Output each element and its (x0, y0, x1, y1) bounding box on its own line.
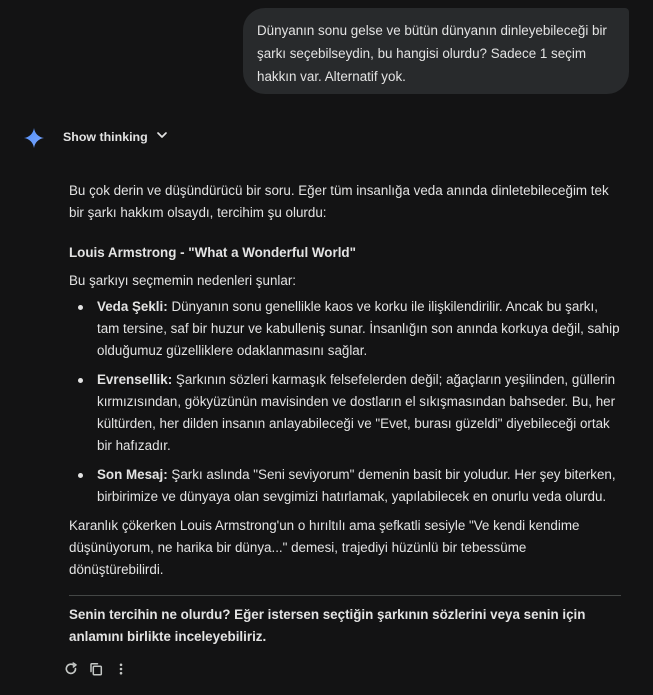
reason-title: Evrensellik: (97, 372, 173, 387)
response-intro: Bu çok derin ve düşündürücü bir soru. Eğer tüm insanlığa veda anında dinletebileceğim tek bir şarkı hakkım olsaydı, tercihim şu olurdu: (69, 183, 609, 220)
reasons-intro: Bu şarkıyı seçmemin nedenleri şunlar: (69, 273, 296, 288)
response-closing: Karanlık çökerken Louis Armstrong'un o hırıltılı ama şefkatli sesiyle "Ve kendi kendime düşünüyorum, ne harika bir dünya..." demesi, trajediyi hüzünlü bir tebessüme dönüştürebilirdi. (69, 518, 580, 577)
refresh-icon[interactable] (62, 660, 79, 677)
response-question: Senin tercihin ne olurdu? Eğer istersen seçtiğin şarkının sözlerini veya senin için anlamını birlikte inceleyebiliriz. (69, 607, 586, 644)
gemini-sparkle-icon (24, 128, 44, 148)
reason-title: Son Mesaj: (97, 467, 168, 482)
divider (69, 595, 621, 596)
more-vert-icon[interactable] (112, 660, 129, 677)
copy-icon[interactable] (87, 660, 104, 677)
user-message-text: Dünyanın sonu gelse ve bütün dünyanın dinleyebileceği bir şarkı seçebilseydin, bu hangisi olurdu? Sadece 1 seçim hakkın var. Alternatif yok. (257, 23, 607, 84)
show-thinking-toggle[interactable] (63, 129, 168, 144)
list-item (69, 464, 621, 508)
response-actions (62, 660, 129, 677)
reason-text: Dünyanın sonu genellikle kaos ve korku ile ilişkilendirilir. Ancak bu şarkı, tam tersine, saf bir huzur ve kabulleniş sunar. İnsanlığın son anında korkuya değil, sahip olduğumuz güzelliklere odaklanmasını sağlar. (97, 299, 620, 358)
reason-text: Şarkı aslında "Seni seviyorum" demenin basit bir yoludur. Her şey biterken, birbirimize ve dünyaya olan sevgimizi hatırlamak, yapılabilecek en onurlu veda olurdu. (97, 467, 616, 504)
song-title: Louis Armstrong - "What a Wonderful World" (69, 245, 356, 260)
chevron-down-icon (156, 129, 168, 144)
model-response (69, 180, 621, 648)
reason-text: Şarkının sözleri karmaşık felsefelerden değil; ağaçların yeşilinden, güllerin kırmızısından, gökyüzünün mavisinden ve dostların el sıkışmasından bahseder. Bu, her kültürden, her dilden insanın anlayabileceği ve "Evet, burası güzeldi" diyebileceği ortak bir hafızadır. (97, 372, 616, 453)
reasons-list (69, 296, 621, 508)
reason-title: Veda Şekli: (97, 299, 168, 314)
list-item (69, 296, 621, 362)
list-item (69, 369, 621, 457)
show-thinking-label: Show thinking (63, 129, 148, 144)
user-message-bubble (243, 8, 629, 94)
